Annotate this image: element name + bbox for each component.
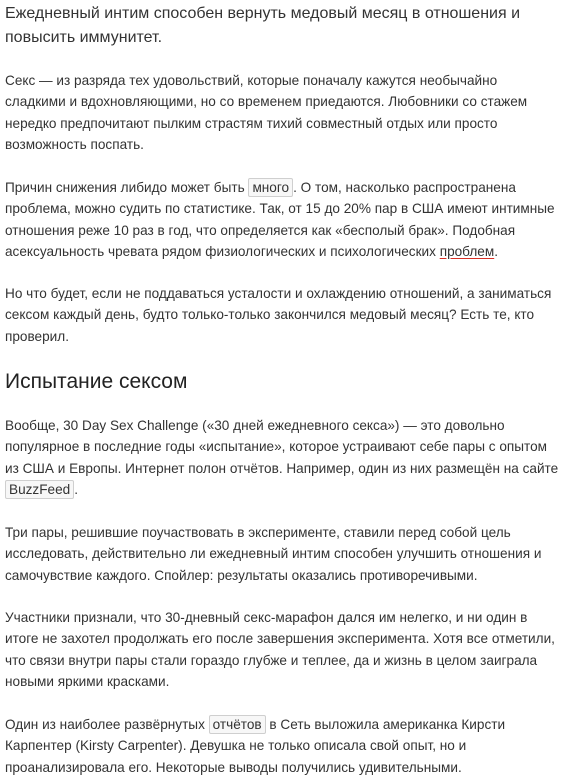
section-heading: [5, 368, 560, 396]
paragraph-text: Секс — из разряда тех удовольствий, которые поначалу кажутся необычайно сладкими и вдохновляющими, но со временем приедаются. Любовники со стажем нередко предпочитают пылким страстям тихий совместный отдых или просто возможность поспать.: [5, 73, 528, 152]
text-segment: Причин снижения либидо может быть: [5, 180, 249, 195]
link-buzzfeed[interactable]: BuzzFeed: [5, 480, 74, 499]
text-segment: Один из наиболее развёрнутых: [5, 717, 209, 732]
paragraph-6: [5, 607, 560, 692]
paragraph-text: Три пары, решившие поучаствовать в эксперименте, ставили перед собой цель исследовать, действительно ли ежедневный интим способен улучшить отношения и самочувствие каждого. Спойлер: результаты оказались противоречивыми.: [5, 525, 542, 583]
spellcheck-underlined-word: проблем: [439, 243, 495, 259]
text-segment: Вообще, 30 Day Sex Challenge («30 дней ежедневного секса») — это довольно популярное в последние годы «испытание», которое устраивают себе пары с опытом из США и Европы. Интернет полон отчётов. Например, один из них размещён на сайте: [5, 418, 559, 476]
paragraph-5: [5, 522, 560, 586]
text-segment: . О том, насколько распространена проблема, можно судить по статистике. Так, от 15 до 20% пар в США имеют интимные отношения реже 10 раз в год, что определяется как «бесполый брак». Подобная асексуальность чревата рядом физиологических и психологических: [5, 180, 555, 259]
paragraph-text: Но что будет, если не поддаваться усталости и охлаждению отношений, а заниматься сексом каждый день, будто только-только закончился медовый месяц? Есть те, кто проверил.: [5, 286, 552, 344]
paragraph-4: [5, 415, 560, 500]
lead-paragraph: Ежедневный интим способен вернуть медовый месяц в отношения и повысить иммунитет.: [5, 5, 521, 46]
paragraph-3: [5, 283, 560, 347]
link-mnogo[interactable]: много: [248, 178, 293, 197]
paragraph-text: Участники признали, что 30-дневный секс-марафон дался им нелегко, и ни один в итоге не захотел продолжать его после завершения эксперимента. Хотя все отметили, что связи внутри пары стали гораздо глубже и теплее, да и жизнь в целом заиграла новыми яркими красками.: [5, 610, 555, 689]
section-heading-text: Испытание сексом: [5, 370, 188, 393]
link-otchetov[interactable]: отчётов: [209, 715, 266, 734]
article-lead: [5, 0, 560, 50]
text-segment: .: [74, 481, 78, 497]
paragraph-2: [5, 177, 560, 262]
paragraph-text: [5, 415, 560, 500]
paragraph-text: [5, 177, 560, 262]
paragraph-7: [5, 714, 560, 778]
text-segment: в Сеть выложила американка Кирсти Карпентер (Kirsty Carpenter). Девушка не только описала свой опыт, но и проанализировала его. Некоторые выводы получились удивительными.: [5, 717, 506, 775]
paragraph-1: [5, 70, 560, 155]
paragraph-text: [5, 714, 560, 778]
text-segment: .: [494, 243, 498, 259]
